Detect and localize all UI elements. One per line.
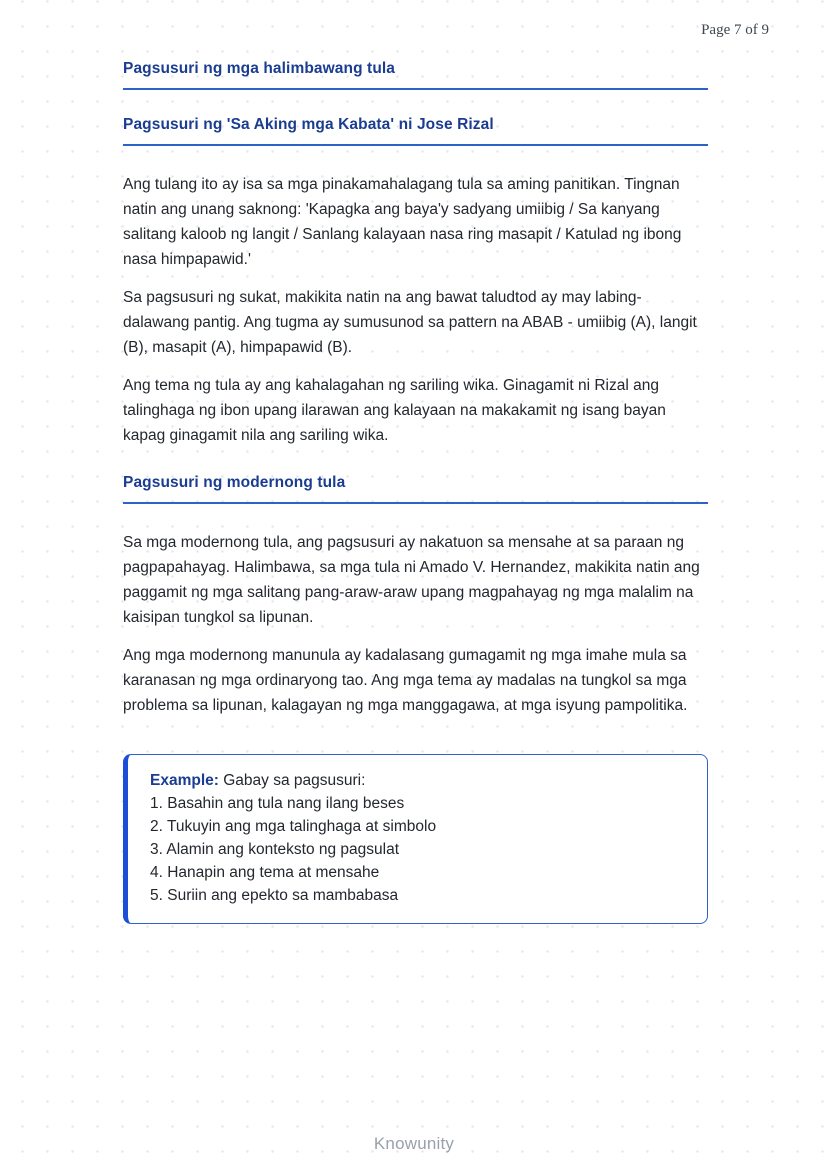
example-list-item: 5. Suriin ang epekto sa mambabasa — [150, 887, 399, 904]
paragraph: Ang tulang ito ay isa sa mga pinakamahalagang tula sa aming panitikan. Tingnan natin ang unang saknong: 'Kapagka ang baya'y sadyang umiibig / Sa kanyang salitang kaloob ng langit / Sanlang kalayaan nasa ring masapit / Katulad ng ibong nasa himpapawid.' — [123, 176, 682, 268]
example-list-item: 4. Hanapin ang tema at mensahe — [150, 864, 380, 881]
heading-rule — [123, 502, 708, 504]
example-list-item: 1. Basahin ang tula nang ilang beses — [150, 795, 405, 812]
document-content — [123, 60, 708, 924]
paragraph: Sa mga modernong tula, ang pagsusuri ay nakatuon sa mensahe at sa paraan ng pagpapahayag. Halimbawa, sa mga tula ni Amado V. Hernandez, makikita natin ang paggamit ng mga salitang pang-araw-araw upang magpahayag ng mga malalim na kaisipan tungkol sa lipunan. — [123, 534, 700, 626]
example-intro-text: Gabay sa pagsusuri: — [218, 772, 366, 789]
section-heading-modernong-tula: Pagsusuri ng modernong tula — [123, 474, 346, 491]
section-heading-halimbawang-tula: Pagsusuri ng mga halimbawang tula — [123, 60, 396, 77]
section-heading-sa-aking-mga-kabata: Pagsusuri ng 'Sa Aking mga Kabata' ni Jose Rizal — [123, 116, 494, 133]
paragraph: Ang mga modernong manunula ay kadalasang gumagamit ng mga imahe mula sa karanasan ng mga ordinaryong tao. Ang mga tema ay madalas na tungkol sa mga problema sa lipunan, kalagayan ng mga manggagawa, at mga isyung pampolitika. — [123, 647, 688, 714]
paragraph: Sa pagsusuri ng sukat, makikita natin na ang bawat taludtod ay may labing-dalawang pantig. Ang tugma ay sumusunod sa pattern na ABAB - umiibig (A), langit (B), masapit (A), himpapawid (B). — [123, 289, 697, 356]
example-list-item: 2. Tukuyin ang mga talinghaga at simbolo — [150, 818, 437, 835]
example-list-item: 3. Alamin ang konteksto ng pagsulat — [150, 841, 400, 858]
heading-rule — [123, 144, 708, 146]
example-intro-line — [150, 769, 687, 792]
example-label: Example: — [150, 772, 219, 789]
page-number-indicator: Page 7 of 9 — [701, 22, 769, 38]
heading-rule — [123, 88, 708, 90]
knowunity-brand-footer: Knowunity — [373, 1134, 455, 1153]
section-body — [123, 172, 708, 448]
paragraph: Ang tema ng tula ay ang kahalagahan ng sariling wika. Ginagamit ni Rizal ang talinghaga ng ibon upang ilarawan ang kalayaan na makakamit ng isang bayan kapag ginagamit nila ang sariling wika. — [123, 377, 666, 444]
section-body — [123, 530, 708, 718]
example-callout-box — [123, 754, 708, 924]
